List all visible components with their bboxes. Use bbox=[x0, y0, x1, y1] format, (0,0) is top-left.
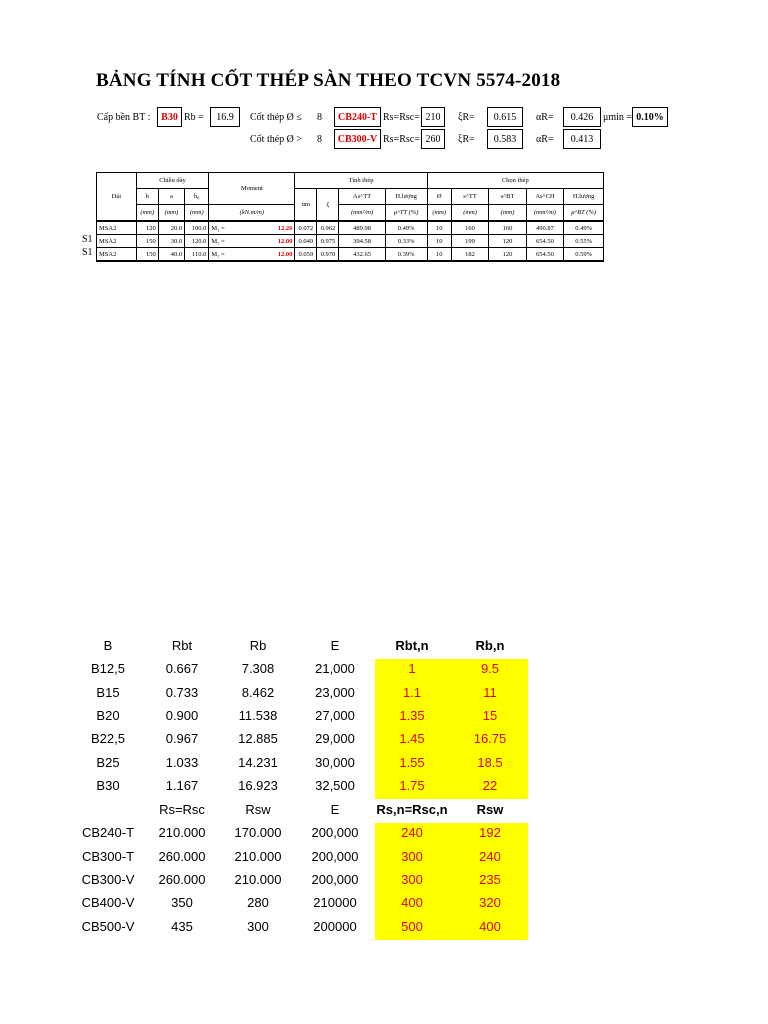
rb-value: 16.9 bbox=[210, 107, 240, 127]
steel-cell: 200,000 bbox=[311, 848, 359, 864]
cell-h: 150 bbox=[136, 248, 158, 262]
cell-a: 30.0 bbox=[158, 235, 184, 248]
moment-value: 12.26 bbox=[277, 224, 293, 232]
steel-cell: 400 bbox=[479, 918, 501, 934]
cell-mu-bt: 0.49% bbox=[564, 221, 604, 235]
alpha-r1-value: 0.426 bbox=[563, 107, 601, 127]
moment-label: M₂ = bbox=[211, 250, 225, 258]
concrete-header: Rbt,n bbox=[395, 638, 429, 653]
steel-cell: 280 bbox=[247, 895, 269, 911]
concrete-grade-label: Cấp bền BT : bbox=[97, 112, 151, 123]
concrete-cell: 30,000 bbox=[315, 754, 355, 770]
unit: (mm) bbox=[427, 205, 451, 222]
concrete-cell: 0.667 bbox=[165, 661, 199, 677]
cell-zeta: 0.962 bbox=[317, 221, 339, 235]
xi-r2-value: 0.583 bbox=[487, 129, 523, 149]
steel-header: Rsw bbox=[245, 802, 271, 817]
cell-h0: 120.0 bbox=[185, 235, 209, 248]
steel-cell: 300 bbox=[247, 918, 269, 934]
concrete-cell: 14.231 bbox=[238, 754, 278, 770]
steel-cell: 210000 bbox=[313, 895, 357, 911]
alpha-r2-value: 0.413 bbox=[563, 129, 601, 149]
moment-cell bbox=[209, 235, 295, 248]
subheader: As^TT bbox=[339, 189, 385, 205]
cell-a: 40.0 bbox=[158, 248, 184, 262]
steel-cell: 235 bbox=[479, 871, 501, 887]
unit: μ^BT (%) bbox=[564, 205, 604, 222]
steel-cell: 200,000 bbox=[311, 825, 359, 841]
moment-label: M₂ = bbox=[211, 237, 225, 245]
steel-cell: 240 bbox=[401, 825, 423, 841]
concrete-cell: 7.308 bbox=[241, 661, 275, 677]
mu-min-label: μmin = bbox=[603, 112, 633, 123]
cell-mu-tt: 0.49% bbox=[385, 221, 427, 235]
cell-zeta: 0.970 bbox=[317, 248, 339, 262]
cell-mu-tt: 0.33% bbox=[385, 235, 427, 248]
header-tinh-thep: Tính thép bbox=[295, 173, 427, 189]
subheader: h bbox=[136, 189, 158, 205]
concrete-cell: 1.033 bbox=[165, 754, 199, 770]
unit: (mm) bbox=[489, 205, 526, 222]
cell-a: 20.0 bbox=[158, 221, 184, 235]
unit: (mm) bbox=[185, 205, 209, 222]
cell-dia: 10 bbox=[427, 221, 451, 235]
cell-s-bt: 120 bbox=[489, 235, 526, 248]
unit: (kN.m/m) bbox=[209, 205, 295, 222]
steel-cell: 300 bbox=[401, 848, 423, 864]
unit: (mm) bbox=[451, 205, 488, 222]
alpha-r1-label: αR= bbox=[536, 112, 554, 123]
cell-as-ch: 654.50 bbox=[526, 235, 563, 248]
cell-s-tt: 199 bbox=[451, 235, 488, 248]
steel-cell: 240 bbox=[479, 848, 501, 864]
cell-am: 0.072 bbox=[295, 221, 317, 235]
concrete-cell: 32,500 bbox=[315, 777, 355, 793]
unit: μ^TT (%) bbox=[385, 205, 427, 222]
moment-cell bbox=[209, 221, 295, 235]
cell-s-bt: 120 bbox=[489, 248, 526, 262]
concrete-cell: 12.885 bbox=[238, 731, 278, 747]
cell-mu-bt: 0.59% bbox=[564, 248, 604, 262]
mu-min-value: 0.10% bbox=[632, 107, 668, 127]
steel-cell: CB400-V bbox=[81, 895, 135, 911]
concrete-cell: 11 bbox=[483, 684, 497, 700]
cell-dia: 10 bbox=[427, 235, 451, 248]
subheader: ζ bbox=[317, 189, 339, 222]
cell-am: 0.049 bbox=[295, 235, 317, 248]
header-chon-thep: Chọn thép bbox=[427, 173, 603, 189]
steel-le-grade[interactable]: CB240-T bbox=[334, 107, 381, 127]
subheader: αm bbox=[295, 189, 317, 222]
concrete-cell: 1.55 bbox=[399, 754, 425, 770]
moment-value: 12.00 bbox=[277, 237, 293, 245]
concrete-cell: 16.75 bbox=[473, 731, 507, 747]
subheader: H.lượng bbox=[564, 189, 604, 205]
concrete-cell: B25 bbox=[96, 754, 120, 770]
cell-as-tt: 432.65 bbox=[339, 248, 385, 262]
moment-label: M₁ = bbox=[211, 224, 225, 232]
unit: (mm²/m) bbox=[339, 205, 385, 222]
subheader: s^BT bbox=[489, 189, 526, 205]
concrete-cell: 22 bbox=[482, 777, 498, 793]
concrete-cell: 1.75 bbox=[399, 777, 425, 793]
concrete-header: Rbt bbox=[171, 638, 193, 653]
steel-cell: 320 bbox=[479, 895, 501, 911]
cell-zeta: 0.975 bbox=[317, 235, 339, 248]
concrete-cell: 0.900 bbox=[165, 707, 199, 723]
row-prefix-label: S1 bbox=[82, 234, 93, 245]
concrete-cell: 18.5 bbox=[477, 754, 503, 770]
concrete-header: B bbox=[103, 638, 113, 653]
xi-r1-value: 0.615 bbox=[487, 107, 523, 127]
concrete-cell: 23,000 bbox=[315, 684, 355, 700]
steel-header: Rs=Rsc bbox=[159, 802, 205, 817]
steel-cell: 500 bbox=[401, 918, 423, 934]
steel-cell: CB300-V bbox=[81, 871, 135, 887]
subheader: s^TT bbox=[451, 189, 488, 205]
concrete-cell: 1.167 bbox=[165, 777, 199, 793]
concrete-cell: 8.462 bbox=[241, 684, 275, 700]
cell-mu-tt: 0.39% bbox=[385, 248, 427, 262]
moment-cell bbox=[209, 248, 295, 262]
concrete-cell: 21,000 bbox=[315, 661, 355, 677]
steel-gt-label: Cốt thép Ø > bbox=[250, 134, 303, 145]
cell-as-ch: 490.87 bbox=[526, 221, 563, 235]
subheader: Ø bbox=[427, 189, 451, 205]
concrete-header: Rb,n bbox=[475, 638, 505, 653]
steel-header: Rs,n=Rsc,n bbox=[376, 802, 448, 817]
concrete-cell: 29,000 bbox=[315, 731, 355, 747]
rb-label: Rb = bbox=[184, 112, 204, 123]
cell-dia: 10 bbox=[427, 248, 451, 262]
steel-le-diameter: 8 bbox=[317, 112, 322, 123]
cell-dai: MSA2 bbox=[97, 235, 137, 248]
concrete-cell: 0.967 bbox=[165, 731, 199, 747]
concrete-cell: B20 bbox=[96, 707, 120, 723]
cell-s-tt: 182 bbox=[451, 248, 488, 262]
steel-cell: 350 bbox=[171, 895, 193, 911]
concrete-cell: B30 bbox=[96, 777, 120, 793]
steel-cell: 435 bbox=[171, 918, 193, 934]
cell-mu-bt: 0.55% bbox=[564, 235, 604, 248]
steel-header: E bbox=[330, 802, 340, 817]
unit: (mm) bbox=[158, 205, 184, 222]
cell-as-ch: 654.50 bbox=[526, 248, 563, 262]
concrete-cell: B22,5 bbox=[91, 731, 125, 747]
cell-s-tt: 160 bbox=[451, 221, 488, 235]
table-row bbox=[97, 235, 604, 248]
concrete-cell: 9.5 bbox=[480, 661, 500, 677]
concrete-cell: 16.923 bbox=[238, 777, 278, 793]
cell-am: 0.059 bbox=[295, 248, 317, 262]
cell-as-tt: 394.58 bbox=[339, 235, 385, 248]
steel-le-rs-value: 210 bbox=[421, 107, 445, 127]
steel-cell: 400 bbox=[401, 895, 423, 911]
concrete-grade-value[interactable]: B30 bbox=[157, 107, 182, 127]
steel-gt-rs-value: 260 bbox=[421, 129, 445, 149]
steel-le-rs-label: Rs=Rsc= bbox=[383, 112, 420, 123]
unit: (mm²/m) bbox=[526, 205, 563, 222]
header-dai: Dải bbox=[97, 173, 137, 222]
concrete-header: E bbox=[330, 638, 340, 653]
steel-cell: CB300-T bbox=[81, 848, 135, 864]
subheader: H.lượng bbox=[385, 189, 427, 205]
steel-cell: 300 bbox=[401, 871, 423, 887]
cell-as-tt: 489.98 bbox=[339, 221, 385, 235]
header-moment: Moment bbox=[209, 173, 295, 205]
steel-header: Rsw bbox=[476, 802, 504, 817]
steel-cell: 210.000 bbox=[234, 848, 282, 864]
steel-cell: 260.000 bbox=[158, 848, 206, 864]
steel-cell: 210.000 bbox=[234, 871, 282, 887]
row-prefix-label: S1 bbox=[82, 247, 93, 259]
alpha-r2-label: αR= bbox=[536, 134, 554, 145]
cell-h: 150 bbox=[136, 235, 158, 248]
table-row bbox=[97, 248, 604, 262]
page-title: BẢNG TÍNH CỐT THÉP SÀN THEO TCVN 5574-2018 bbox=[96, 70, 561, 91]
subheader: h₀ bbox=[185, 189, 209, 205]
concrete-cell: 27,000 bbox=[315, 707, 355, 723]
concrete-cell: 1 bbox=[408, 661, 416, 677]
subheader: As^CH bbox=[526, 189, 563, 205]
steel-cell: 210.000 bbox=[158, 825, 206, 841]
steel-gt-diameter: 8 bbox=[317, 134, 322, 145]
slab-reinforcement-table bbox=[96, 172, 604, 262]
cell-h0: 110.0 bbox=[185, 248, 209, 262]
cell-dai: MSA2 bbox=[97, 248, 137, 262]
steel-le-label: Cốt thép Ø ≤ bbox=[250, 112, 302, 123]
steel-gt-rs-label: Rs=Rsc= bbox=[383, 134, 420, 145]
header-chieu-day: Chiều dày bbox=[136, 173, 209, 189]
concrete-cell: B12,5 bbox=[91, 661, 125, 677]
concrete-cell: 1.1 bbox=[402, 684, 422, 700]
steel-cell: 192 bbox=[479, 825, 501, 841]
cell-dai: MSA2 bbox=[97, 221, 137, 235]
steel-cell: CB500-V bbox=[81, 918, 135, 934]
concrete-cell: 15 bbox=[482, 707, 498, 723]
unit: (mm) bbox=[136, 205, 158, 222]
concrete-header: Rb bbox=[249, 638, 267, 653]
concrete-cell: 0.733 bbox=[165, 684, 199, 700]
cell-h: 120 bbox=[136, 221, 158, 235]
cell-h0: 100.0 bbox=[185, 221, 209, 235]
steel-cell: 200000 bbox=[313, 918, 357, 934]
cell-s-bt: 160 bbox=[489, 221, 526, 235]
concrete-cell: 11.538 bbox=[238, 707, 278, 723]
steel-cell: 170.000 bbox=[234, 825, 282, 841]
table-row bbox=[97, 221, 604, 235]
moment-value: 12.00 bbox=[277, 250, 293, 258]
concrete-cell: B15 bbox=[96, 684, 120, 700]
steel-cell: 260.000 bbox=[158, 871, 206, 887]
steel-gt-grade[interactable]: CB300-V bbox=[334, 129, 381, 149]
steel-cell: CB240-T bbox=[81, 825, 135, 841]
concrete-cell: 1.35 bbox=[399, 707, 425, 723]
concrete-cell: 1.45 bbox=[399, 731, 425, 747]
xi-r2-label: ξR= bbox=[458, 134, 475, 145]
xi-r1-label: ξR= bbox=[458, 112, 475, 123]
steel-cell: 200,000 bbox=[311, 871, 359, 887]
subheader: a bbox=[158, 189, 184, 205]
